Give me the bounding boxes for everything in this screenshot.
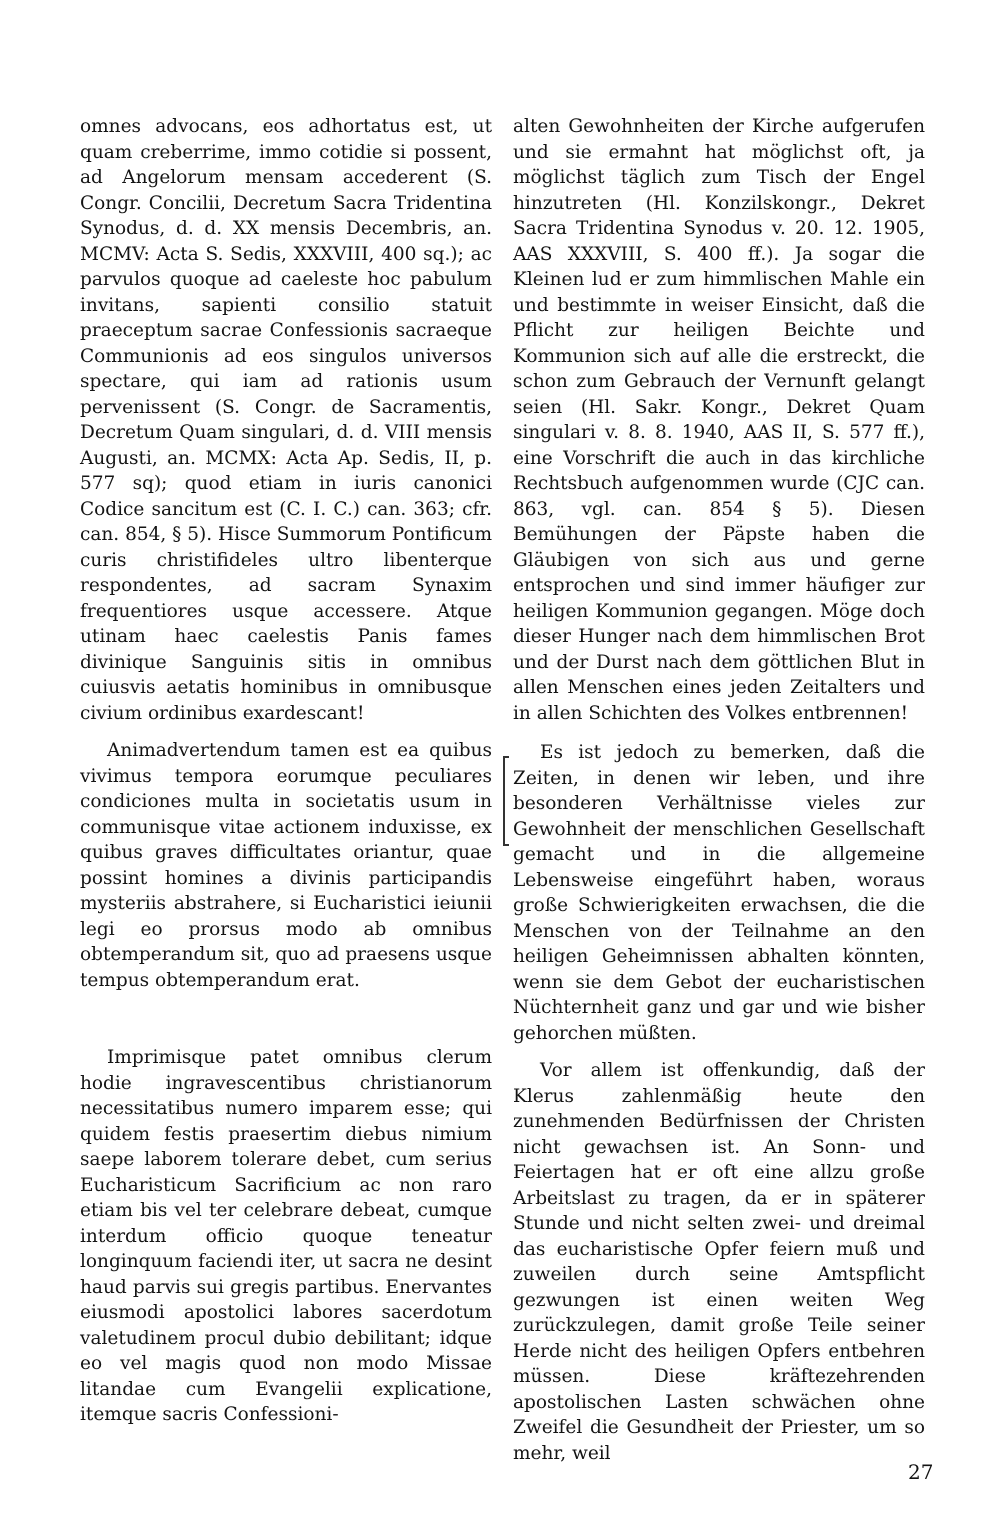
german-column [513,114,925,1466]
german-paragraph-3: Vor allem ist offenkundig, daß der Klerus zahlenmäßig heute den zunehmenden Bedürfnissen der Christen nicht gewachsen ist. An Sonn- und Feiertagen hat er oft eine allzu große Arbeitslast zu tragen, da er in späterer Stunde und nicht selten zwei- und dreimal das eucharistische Opfer feiern muß und zuweilen durch seine Amtspflicht gezwungen ist einen weiten Weg zurückzulegen, damit große Teile seiner Herde nicht des heiligen Opfers entbehren müssen. Diese kräftezehrenden apostolischen Lasten schwächen ohne Zweifel die Gesundheit der Priester, um so mehr, weil [513,1060,925,1464]
german-paragraph-2-wrapper [513,740,925,1046]
page-number: 27 [908,1460,934,1484]
latin-column [80,114,492,1428]
latin-paragraph-3: Imprimisque patet omnibus clerum hodie ingravescentibus christianorum necessitatibus numero imparem esse; qui quidem festis praesertim diebus nimium saepe laborem tolerare debet, cum serius Eucharisticum Sacrificium ac non raro etiam bis vel ter celebrare debeat, cumque interdum officio quoque teneatur longinquum faciendi iter, ut sacra ne desint haud parvis sui gregis partibus. Enervantes eiusmodi apostolici labores sacerdotum valetudinem procul dubio debilitant; idque eo vel magis quod non modo Missae litandae cum Evangelii explicatione, itemque sacris Confessioni- [80,1047,492,1425]
latin-paragraph-1: omnes advocans, eos adhortatus est, ut quam creberrime, immo cotidie si possent, ad Angelorum mensam accederent (S. Congr. Concilii, Decretum Sacra Tridentina Synodus, d. d. XX mensis Decembris, an. MCMV: Acta S. Sedis, XXXVIII, 400 sq.); ac parvulos quoque ad caeleste hoc pabulum invitans, sapienti consilio statuit praeceptum sacrae Confessionis sacraeque Communionis ad eos singulos universos spectare, qui iam ad rationis usum pervenissent (S. Congr. de Sacramentis, Decretum Quam singulari, d. d. VIII mensis Augusti, an. MCMX: Acta Ap. Sedis, II, p. 577 sq); quod etiam in iuris canonici Codice sancitum est (C. I. C.) can. 363; cfr. can. 854, § 5). Hisce Summorum Pontificum curis christifideles ultro libenterque respondentes, ad sacram Synaxim frequentiores usque accessere. Atque utinam haec caelestis Panis fames divinique Sanguinis sitis in omnibus cuiusvis aetatis hominibus in omnibusque civium ordinibus exardescant! [80,116,493,724]
margin-bracket-mark [503,756,509,846]
german-paragraph-1: alten Gewohnheiten der Kirche aufgerufen und sie ermahnt hat möglichst oft, ja möglichst täglich zum Tisch der Engel hinzutreten (Hl. Konzilskongr., Dekret Sacra Tridentina Synodus v. 20. 12. 1905, AAS XXXVIII, S. 400 ff.). Ja sogar die Kleinen lud er zum himmlischen Mahle ein und bestimmte in weiser Einsicht, daß die Pflicht zur heiligen Beichte und Kommunion sich auf alle die erstreckt, die schon zum Gebrauch der Vernunft gelangt seien (Hl. Sakr. Kongr., Dekret Quam singulari v. 8. 8. 1940, AAS II, S. 577 ff.), eine Vorschrift die auch in das kirchliche Rechtsbuch aufgenommen wurde (CJC can. 863, vgl. can. 854 § 5). Diesen Bemühungen der Päpste haben die Gläubigen von sich aus und gerne entsprochen und sind immer häufiger zur heiligen Kommunion gegangen. Möge doch dieser Hunger nach dem himmlischen Brot und der Durst nach dem göttlichen Blut in allen Menschen eines jeden Zeitalters und in allen Schichten des Volkes entbrennen! [513,116,925,724]
latin-paragraph-2: Animadvertendum tamen est ea quibus vivimus tempora eorumque peculiares condiciones multa in societatis usum in communisque vitae actionem induxisse, ex quibus graves difficultates oriantur, quae possint homines a divinis participandis mysteriis abstrahere, si Eucharistici ieiunii legi eo prorsus modo ab omnibus obtemperandum sit, quo ad praesens usque tempus obtemperandum erat. [80,740,492,991]
german-paragraph-2: Es ist jedoch zu bemerken, daß die Zeiten, in denen wir leben, und ihre besonderen Verhältnisse vieles zur Gewohnheit der menschlichen Gesellschaft gemacht und in die allgemeine Lebensweise eingeführt haben, woraus große Schwierigkeiten erwachsen, die die Menschen von der Teilnahme an den heiligen Geheimnissen abhalten könnten, wenn sie dem Gebot der eucharistischen Nüchternheit ganz und gar und wie bisher gehorchen müßten. [513,742,925,1044]
